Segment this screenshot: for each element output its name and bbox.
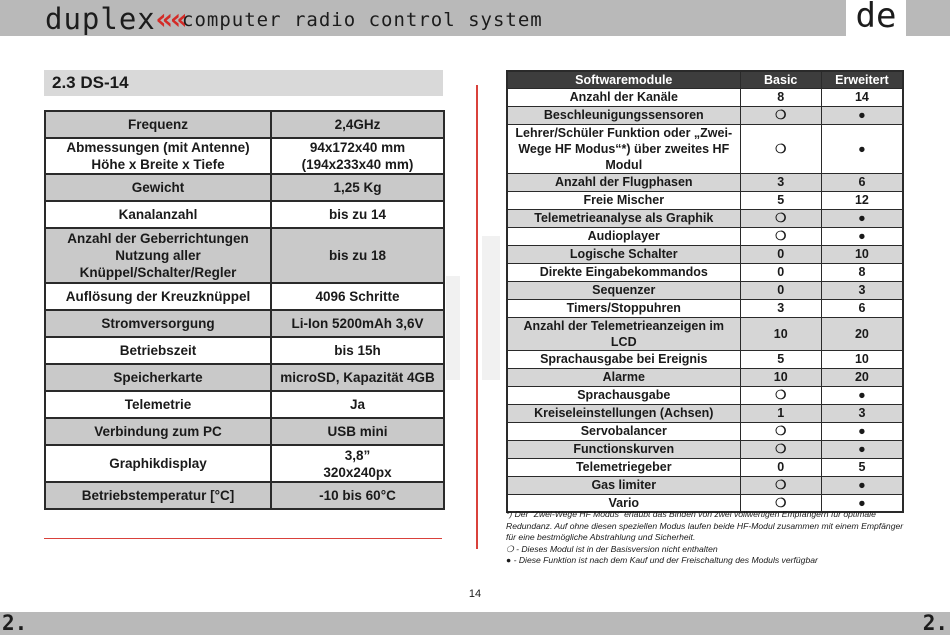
table-row — [507, 281, 903, 299]
basic-value: ❍ — [740, 124, 821, 173]
basic-value: ❍ — [740, 209, 821, 227]
table-header-row — [507, 71, 903, 88]
extended-value: 3 — [821, 404, 903, 422]
decorative-block — [446, 276, 460, 380]
basic-value: 5 — [740, 191, 821, 209]
table-row — [507, 476, 903, 494]
extended-value: 12 — [821, 191, 903, 209]
basic-value: 10 — [740, 368, 821, 386]
extended-value: ● — [821, 494, 903, 512]
column-header-module: Softwaremodule — [507, 71, 740, 88]
extended-value: ● — [821, 106, 903, 124]
table-row — [45, 445, 444, 482]
legend-extended: ● - Diese Funktion ist nach dem Kauf und der Freischaltung des Moduls verfügbar — [506, 555, 818, 565]
spec-value: -10 bis 60°C — [271, 482, 444, 509]
table-row — [507, 368, 903, 386]
table-row — [507, 458, 903, 476]
spec-label: Betriebstemperatur [°C] — [45, 482, 271, 509]
basic-value: 5 — [740, 350, 821, 368]
brand-logo — [45, 2, 185, 36]
basic-value: 0 — [740, 458, 821, 476]
extended-value: ● — [821, 422, 903, 440]
basic-value: 0 — [740, 263, 821, 281]
table-row — [507, 440, 903, 458]
module-name: Telemetrieanalyse als Graphik — [507, 209, 740, 227]
module-name: Beschleunigungssensoren — [507, 106, 740, 124]
chapter-number-left: 2. — [2, 611, 28, 635]
basic-value: 0 — [740, 281, 821, 299]
vertical-divider — [476, 85, 478, 549]
module-name: Vario — [507, 494, 740, 512]
extended-value: 10 — [821, 350, 903, 368]
basic-value: ❍ — [740, 476, 821, 494]
spec-label: Speicherkarte — [45, 364, 271, 391]
extended-value: 10 — [821, 245, 903, 263]
basic-value: 3 — [740, 299, 821, 317]
table-row — [45, 283, 444, 310]
module-name: Kreiseleinstellungen (Achsen) — [507, 404, 740, 422]
table-row — [45, 364, 444, 391]
module-name: Direkte Eingabekommandos — [507, 263, 740, 281]
basic-value: ❍ — [740, 494, 821, 512]
table-row — [507, 386, 903, 404]
page-header — [0, 0, 950, 36]
spec-label: Graphikdisplay — [45, 445, 271, 482]
spec-label: Frequenz — [45, 111, 271, 138]
basic-value: ❍ — [740, 106, 821, 124]
module-name: Functionskurven — [507, 440, 740, 458]
module-name: Gas limiter — [507, 476, 740, 494]
module-name: Servobalancer — [507, 422, 740, 440]
page-footer — [0, 612, 950, 635]
module-name: Timers/Stoppuhren — [507, 299, 740, 317]
extended-value: 8 — [821, 263, 903, 281]
module-name: Telemetriegeber — [507, 458, 740, 476]
divider-line — [44, 538, 442, 539]
spec-value: 1,25 Kg — [271, 174, 444, 201]
module-name: Anzahl der Telemetrieanzeigen im LCD — [507, 317, 740, 350]
extended-value: ● — [821, 440, 903, 458]
basic-value: ❍ — [740, 386, 821, 404]
specification-table — [44, 110, 445, 510]
table-row — [507, 106, 903, 124]
table-row — [45, 138, 444, 174]
table-row — [507, 263, 903, 281]
basic-value: 0 — [740, 245, 821, 263]
module-name: Anzahl der Kanäle — [507, 88, 740, 106]
table-row — [45, 482, 444, 509]
table-row — [45, 418, 444, 445]
table-row — [45, 201, 444, 228]
legend-basic: ❍ - Dieses Modul ist in der Basisversion nicht enthalten — [506, 543, 718, 554]
column-header-basic: Basic — [740, 71, 821, 88]
table-row — [45, 111, 444, 138]
extended-value: 20 — [821, 317, 903, 350]
spec-label: Verbindung zum PC — [45, 418, 271, 445]
table-row — [45, 310, 444, 337]
brand-mark-icon-2: « — [170, 2, 185, 36]
spec-value: microSD, Kapazität 4GB — [271, 364, 444, 391]
extended-value: ● — [821, 386, 903, 404]
column-header-extended: Erweitert — [821, 71, 903, 88]
module-name: Lehrer/Schüler Funktion oder „Zwei- Wege HF Modus“*) über zweites HF Modul — [507, 124, 740, 173]
extended-value: 6 — [821, 299, 903, 317]
spec-value: 4096 Schritte — [271, 283, 444, 310]
spec-label: Betriebszeit — [45, 337, 271, 364]
spec-label: Stromversorgung — [45, 310, 271, 337]
extended-value: ● — [821, 476, 903, 494]
spec-value: USB mini — [271, 418, 444, 445]
spec-label: Auflösung der Kreuzknüppel — [45, 283, 271, 310]
extended-value: ● — [821, 209, 903, 227]
basic-value: 8 — [740, 88, 821, 106]
extended-value: 5 — [821, 458, 903, 476]
spec-value: 94x172x40 mm (194x233x40 mm) — [271, 138, 444, 174]
extended-value: 20 — [821, 368, 903, 386]
spec-value: Li-Ion 5200mAh 3,6V — [271, 310, 444, 337]
spec-value: Ja — [271, 391, 444, 418]
table-row — [507, 191, 903, 209]
table-row — [507, 173, 903, 191]
table-row — [507, 88, 903, 106]
basic-value: 10 — [740, 317, 821, 350]
extended-value: 14 — [821, 88, 903, 106]
spec-label: Kanalanzahl — [45, 201, 271, 228]
spec-value: bis zu 18 — [271, 228, 444, 283]
spec-value: 2,4GHz — [271, 111, 444, 138]
module-name: Alarme — [507, 368, 740, 386]
table-row — [507, 245, 903, 263]
chapter-number-right: 2. — [922, 611, 948, 635]
spec-value: 3,8” 320x240px — [271, 445, 444, 482]
spec-label: Anzahl der Geberrichtungen Nutzung aller Knüppel/Schalter/Regler — [45, 228, 271, 283]
software-modules-table — [506, 70, 904, 513]
brand-mark-icon: « — [155, 2, 171, 36]
module-name: Anzahl der Flugphasen — [507, 173, 740, 191]
table-row — [45, 228, 444, 283]
page-number: 14 — [468, 588, 482, 600]
module-name: Sprachausgabe bei Ereignis — [507, 350, 740, 368]
spec-value: bis zu 14 — [271, 201, 444, 228]
language-badge: de — [846, 0, 906, 36]
extended-value: ● — [821, 124, 903, 173]
section-title: 2.3 DS-14 — [44, 70, 443, 96]
extended-value: 6 — [821, 173, 903, 191]
module-name: Sprachausgabe — [507, 386, 740, 404]
table-row — [45, 337, 444, 364]
module-name: Sequenzer — [507, 281, 740, 299]
table-row — [507, 317, 903, 350]
basic-value: ❍ — [740, 227, 821, 245]
table-row — [507, 404, 903, 422]
basic-value: ❍ — [740, 440, 821, 458]
module-name: Freie Mischer — [507, 191, 740, 209]
module-name: Logische Schalter — [507, 245, 740, 263]
footnote-text: *) Der “Zwei-Wege HF Modus” erlaubt das Binden von zwei vollwertigen Empfängern für optimale Redundanz. Auf ohne diesen speziellen Modus laufen beide HF-Modul zusammen mit einem Empfänger für eine bestmögliche Abstrahlung und Sicherheit. — [506, 509, 904, 542]
table-row — [507, 299, 903, 317]
basic-value: ❍ — [740, 422, 821, 440]
spec-label: Telemetrie — [45, 391, 271, 418]
table-row — [507, 350, 903, 368]
table-row — [45, 174, 444, 201]
footnotes — [506, 509, 906, 567]
module-name: Audioplayer — [507, 227, 740, 245]
extended-value: 3 — [821, 281, 903, 299]
decorative-block — [482, 236, 500, 380]
table-row — [507, 209, 903, 227]
table-row — [507, 124, 903, 173]
header-tagline: computer radio control system — [182, 9, 543, 31]
spec-label: Abmessungen (mit Antenne) Höhe x Breite x Tiefe — [45, 138, 271, 174]
table-row — [45, 391, 444, 418]
table-row — [507, 422, 903, 440]
basic-value: 1 — [740, 404, 821, 422]
extended-value: ● — [821, 227, 903, 245]
spec-label: Gewicht — [45, 174, 271, 201]
spec-value: bis 15h — [271, 337, 444, 364]
basic-value: 3 — [740, 173, 821, 191]
brand-name: duplex — [45, 2, 156, 36]
table-row — [507, 227, 903, 245]
